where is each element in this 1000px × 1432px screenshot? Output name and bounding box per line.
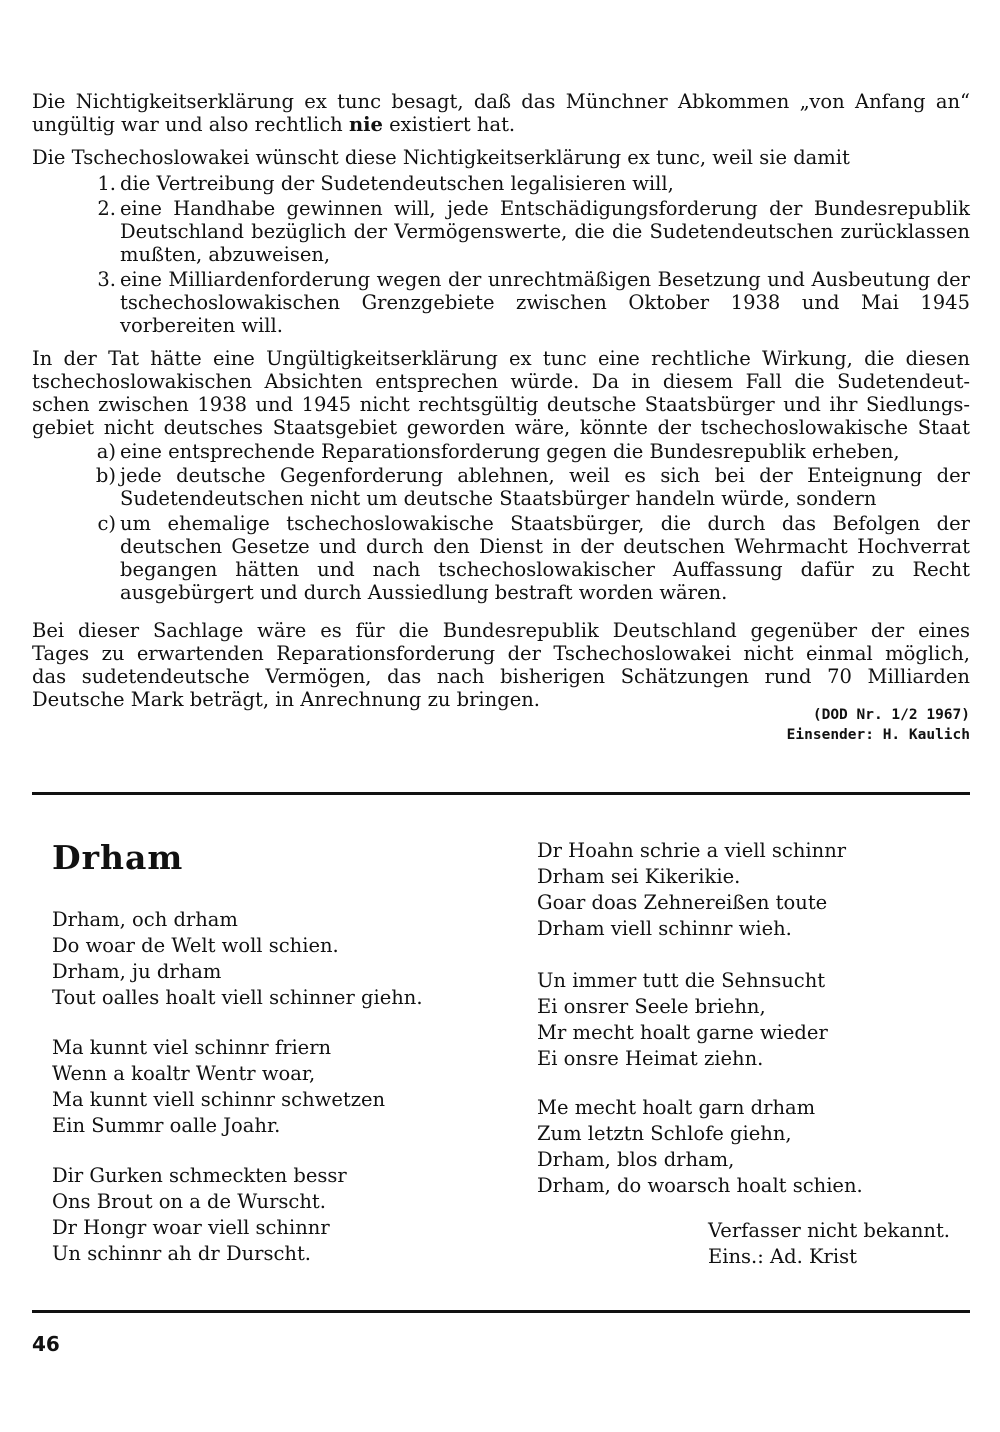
article-source <box>787 705 970 745</box>
text-line: ungültig war und also rechtlich nie existiert hat. <box>32 113 516 136</box>
consequences-list <box>32 440 970 604</box>
list-item: 2. eine Handhabe gewinnen will, jede Entschädigungsforderung der Bundesrepublik Deutschland bezüglich der Vermögenswerte, die die Sudetendeutschen zurücklassen mußten, abzuweisen, <box>32 197 970 266</box>
poem-sender: Eins.: Ad. Krist <box>708 1245 857 1268</box>
list-item: b) jede deutsche Gegenforderung ablehnen, weil es sich bei der Enteignung der Sudetendeutschen nicht um deutsche Staatsbürger handeln würde, sondern <box>32 464 970 510</box>
reasons-list <box>32 172 970 337</box>
poem-title: Drham <box>52 838 184 877</box>
poem-stanza: Dr Hoahn schrie a viell schinnr Drham sei Kikerikie. Goar doas Zehnereißen toute Drham viell schinnr wieh. <box>537 839 847 940</box>
list-marker: 3. <box>97 268 116 291</box>
list-item: 3. eine Milliardenforderung wegen der unrechtmäßigen Besetzung und Ausbeutung der tschechoslowakischen Grenzgebiete zwischen Oktober 1938 und Mai 1945 vorbereiten will. <box>32 268 970 337</box>
list-marker: a) <box>96 440 116 463</box>
source-citation: (DOD Nr. 1/2 1967) <box>812 707 970 723</box>
emphasis-word: nie <box>348 113 383 136</box>
poem-stanza: Dir Gurken schmeckten bessr Ons Brout on a de Wurscht. Dr Hongr woar viell schinnr Un schinnr ah dr Durscht. <box>52 1164 347 1265</box>
list-marker: c) <box>97 512 116 535</box>
footer-divider <box>32 1310 970 1313</box>
poem-stanza: Un immer tutt die Sehnsucht Ei onsrer Seele briehn, Mr mecht hoalt garne wieder Ei onsre Heimat ziehn. <box>537 969 828 1070</box>
list-item: 1. die Vertreibung der Sudetendeutschen legalisieren will, <box>32 172 970 195</box>
list-item: a) eine entsprechende Reparationsforderung gegen die Bundesrepublik erheben, <box>32 440 970 463</box>
paragraph-conclusion: Bei dieser Sachlage wäre es für die Bundesrepublik Deutschland gegenüber der eines Tages zu erwartenden Reparationsforderung der Tschechoslowakei nicht einmal möglich, das sudetendeutsche Vermögen, das nach bisherigen Schätzungen rund 70 Milliarden Deutsche Mark beträgt, in Anrechnung zu bringen. <box>32 619 970 711</box>
paragraph-nullity-definition <box>32 90 970 136</box>
list-marker: 1. <box>97 172 116 195</box>
poem-stanza: Ma kunnt viel schinnr friern Wenn a koaltr Wentr woar, Ma kunnt viell schinnr schwetzen Ein Summr oalle Joahr. <box>52 1036 386 1137</box>
poem-stanza: Drham, och drham Do woar de Welt woll schien. Drham, ju drham Tout oalles hoalt viell schinner giehn. <box>52 908 423 1009</box>
list-item: c) um ehemalige tschechoslowakische Staatsbürger, die durch das Befolgen der deutschen Gesetze und durch den Dienst in der deutschen Wehrmacht Hochverrat begangen hätten und nach tschechoslowakischer Auffassung dafür zu Recht ausgebürgert und durch Aussiedlung bestraft worden wären. <box>32 512 970 604</box>
poem-stanza: Me mecht hoalt garn drham Zum letztn Schlofe giehn, Drham, blos drham, Drham, do woarsch hoalt schien. <box>537 1096 863 1197</box>
paragraph-legal-effect: In der Tat hätte eine Ungültigkeitserklärung ex tunc eine rechtliche Wirkung, die diesen tschechoslowakischen Absichten entsprechen würde. Da in diesem Fall die Sudetendeut- schen zwischen 1938 und 1945 nicht rechtsgültig deutsche Staatsbürger und ihr Siedlungs- gebiet nicht deutsches Staatsgebiet geworden wäre, könnte der tschechoslowakische Staat <box>32 347 970 439</box>
paragraph-czech-intent-intro: Die Tschechoslowakei wünscht diese Nichtigkeitserklärung ex tunc, weil sie damit <box>32 146 850 169</box>
section-divider <box>32 792 970 795</box>
text-line: Die Nichtigkeitserklärung ex tunc besagt, daß das Münchner Abkommen „von Anfang an“ <box>32 90 970 113</box>
article-sender: Einsender: H. Kaulich <box>786 727 970 743</box>
poem-credit <box>708 1218 950 1270</box>
page-number: 46 <box>32 1332 60 1356</box>
poem-author-note: Verfasser nicht bekannt. <box>708 1219 950 1242</box>
list-marker: b) <box>95 464 116 487</box>
list-marker: 2. <box>97 197 116 220</box>
